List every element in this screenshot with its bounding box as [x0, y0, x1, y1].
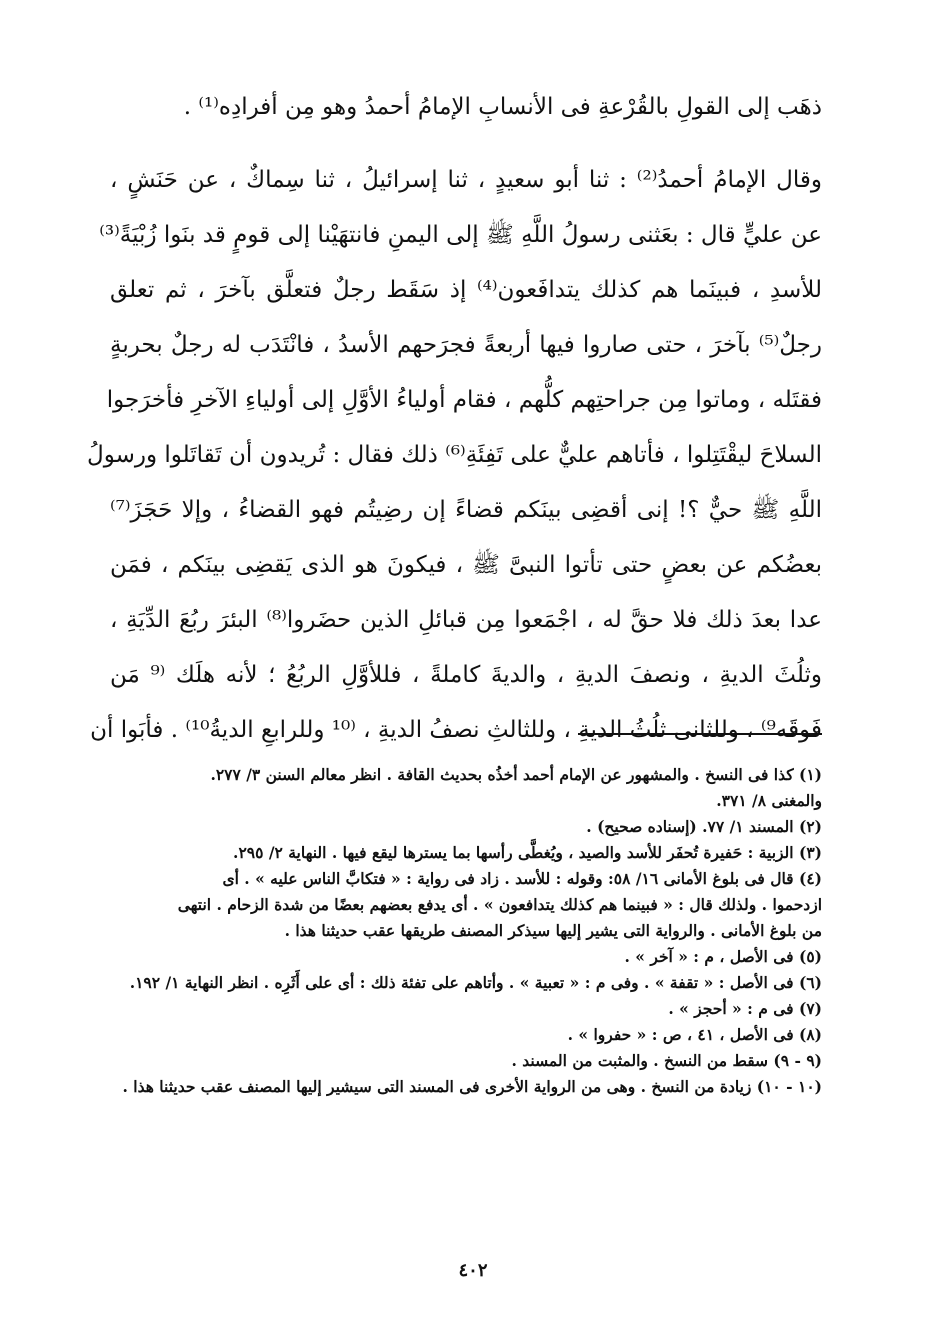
footnote-2: (٢) المسند ١/ ٧٧. (إسناده صحيح) .: [586, 817, 822, 836]
text-line: بعضُكم عن بعضٍ حتى تأتوا النبىَّ ﷺ ، فيكونَ هو الذى يَقضِى بينَكم ، فمَن: [110, 552, 822, 578]
footnote-4-continued: من بلوغ الأمانى . والرواية التى يشير إليها سيذكر المصنف طريقها عقب حديثنا هذا .: [284, 921, 822, 940]
text-line: فقتَله ، وماتوا مِن جراحتِهم كلُّهم ، فقام أولياءُ الأوَّلِ إلى أولياءِ الآخرِ فأخرَجوا: [106, 387, 822, 413]
footnote-1: (١) كذا فى النسخ . والمشهور عن الإمام أحمد أخذُه بحديث القافة . انظر معالم السنن ٣/ ٢٧٧.: [210, 765, 822, 784]
footnote-divider: [578, 733, 822, 735]
footnote-10: (١٠ - ١٠) زيادة من النسخ . وهى من الرواية الأخرى فى المسند التى سيشير إليها المصنف عقب حديثنا هذا .: [122, 1077, 822, 1096]
footnote-4-continued: ازدحموا . ولذلك قال : « فبينما هم كذلك يتدافعون » . أى يدفع بعضهم بعضًا من شدة الزحام . انتهى: [177, 895, 822, 914]
text-line: وقال الإمامُ أحمدُ⁽²⁾ : ثنا أبو سعيدٍ ، ثنا إسرائيلُ ، ثنا سِماكٌ ، عن حَنَشٍ ،: [110, 167, 822, 193]
footnote-4: (٤) قال فى بلوغ الأمانى ١٦/ ٥٨: وقوله : للأسد . زاد فى رواية : « فتكابَّ الناس عليه » . أى: [222, 869, 822, 888]
paragraph-gap: [110, 135, 822, 153]
text-line: رجلٌ⁽⁵⁾ بآخرَ ، حتى صاروا فيها أربعةً فجرَحهم الأسدُ ، فانْتَدَب له رجلٌ بحربةٍ: [110, 332, 822, 358]
text-line: عن عليٍّ قال : بعَثنى رسولُ اللَّهِ ﷺ إلى اليمنِ فانتهَيْنا إلى قومٍ قد بنَوا زُبْيَةً⁽³⁾: [99, 222, 822, 248]
text-line: عدا بعدَ ذلك فلا حقَّ له ، اجْمَعوا مِن قبائلِ الذين حضَروا⁽⁸⁾ البئرَ ربُعَ الدِّيَةِ ،: [110, 607, 822, 633]
text-line: اللَّهِ ﷺ حيٌّ ؟! إنى أقضِى بينَكم قضاءً إن رضِيتُم فهو القضاءُ ، وإلا حَجَزَ⁽⁷⁾: [110, 497, 822, 523]
text-line: للأسدِ ، فبينَما هم كذلك يتدافَعون⁽⁴⁾ إذ سَقَط رجلٌ فتعلَّق بآخرَ ، ثم تعلق: [110, 277, 822, 303]
page-number: ٤٠٢: [458, 1260, 488, 1281]
footnote-3: (٣) الزبية : حَفيرة تُحفَر للأسد والصيد ، ويُغطَّى رأسها بما يسترها ليقع فيها . النهاية ٢/ ٢٩٥.: [233, 843, 822, 862]
text-line: فَوقَه⁹⁾ ، وللثانى ثلُثُ الديةِ ، وللثالثِ نصفُ الديةِ ، ⁽¹⁰ وللرابعِ الديةُ¹⁰⁾ . فأبَوا أن: [90, 717, 822, 743]
footnote-9: (٩ - ٩) سقط من النسخ . والمثبت من المسند .: [511, 1051, 822, 1070]
main-text: [87, 80, 823, 758]
footnote-8: (٨) فى الأصل ، ٤١ ، ص : « حفروا » .: [567, 1025, 822, 1044]
footnotes: [108, 762, 822, 1100]
text-line: وثلُثَ الديةِ ، ونصفَ الديةِ ، والديةَ كاملةً ، فللأوَّلِ الربُعُ ؛ لأنه هلَك ⁽⁹ مَن: [110, 662, 823, 688]
text-line: ذهَب إلى القولِ بالقُرْعةِ فى الأنسابِ الإمامُ أحمدُ وهو مِن أفرادِه⁽¹⁾ .: [183, 94, 822, 120]
footnote-6: (٦) فى الأصل : « تقفة » . وفى م : « تعبية » . وأتاهم على تفئة ذلك : أى على أَثَرِه . انظر النهاية ١/ ١٩٢.: [129, 973, 822, 992]
footnote-1-continued: والمغنى ٨/ ٣٧١.: [716, 791, 822, 810]
footnote-5: (٥) فى الأصل ، م : « آخر » .: [624, 947, 822, 966]
text-line: السلاحَ ليقْتَتِلوا ، فأتاهم عليٌّ على تَفِئَةِ⁽⁶⁾ ذلك فقال : تُريدون أن تَقاتَلوا ورسولُ: [87, 442, 822, 468]
footnote-7: (٧) فى م : « أحجز » .: [668, 999, 822, 1018]
